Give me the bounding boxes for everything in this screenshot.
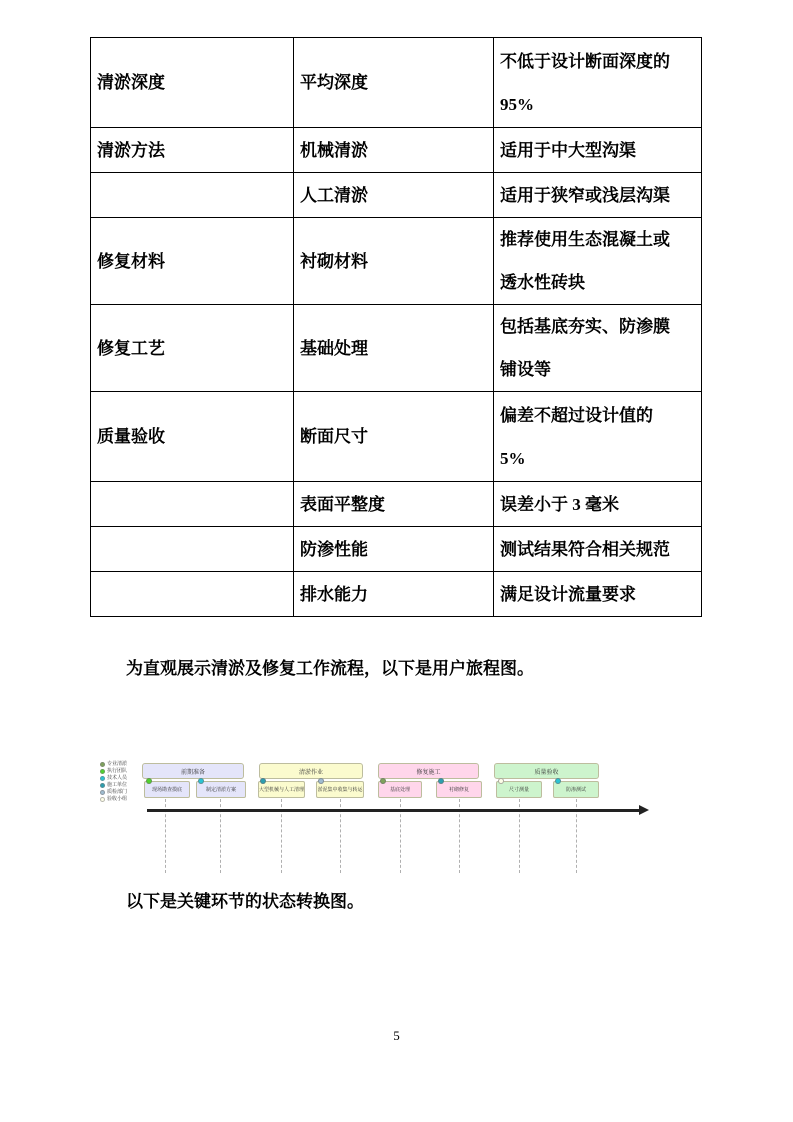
- task-actor-dot-icon: [146, 778, 152, 784]
- cell-category: [91, 482, 294, 527]
- cell-category: 清淤深度: [91, 38, 294, 128]
- table-row: [91, 572, 702, 617]
- timeline-guide: [459, 799, 460, 873]
- actor-dot-icon: [100, 797, 105, 802]
- actor-label: 验收小组: [107, 796, 128, 802]
- journey-section: 质量验收: [494, 763, 599, 779]
- journey-section: 前期准备: [142, 763, 244, 779]
- cell-item: 基础处理: [294, 305, 494, 392]
- timeline-axis: [147, 809, 639, 812]
- cell-requirement: 偏差不超过设计值的 5%: [494, 392, 702, 482]
- actor-dot-icon: [100, 790, 105, 795]
- spec-table: [90, 37, 702, 617]
- timeline-guide: [340, 799, 341, 873]
- journey-task: 淤泥集中收集与转运: [316, 781, 364, 798]
- table-row: [91, 527, 702, 572]
- legend-item: [100, 775, 127, 782]
- cell-requirement: 测试结果符合相关规范: [494, 527, 702, 572]
- actor-label: 专业清淤: [107, 761, 128, 767]
- timeline-guide: [576, 799, 577, 873]
- cell-requirement: 适用于中大型沟渠: [494, 128, 702, 173]
- cell-item: 断面尺寸: [294, 392, 494, 482]
- cell-requirement: 误差小于 3 毫米: [494, 482, 702, 527]
- table-row: [91, 173, 702, 218]
- journey-task: 尺寸测量: [496, 781, 542, 798]
- journey-section: 修复施工: [378, 763, 479, 779]
- journey-task: 防渗测试: [553, 781, 599, 798]
- cell-category: 修复工艺: [91, 305, 294, 392]
- task-actor-dot-icon: [380, 778, 386, 784]
- actor-label: 施工单位: [107, 782, 128, 788]
- task-actor-dot-icon: [438, 778, 444, 784]
- journey-task: 现场勘查摸底: [144, 781, 190, 798]
- actor-label: 执行团队: [107, 768, 128, 774]
- cell-item: 衬砌材料: [294, 218, 494, 305]
- cell-category: 清淤方法: [91, 128, 294, 173]
- actor-dot-icon: [100, 783, 105, 788]
- cell-item: 表面平整度: [294, 482, 494, 527]
- table-row: [91, 218, 702, 305]
- journey-section: 清淤作业: [259, 763, 363, 779]
- legend-item: [100, 782, 127, 789]
- cell-item: 防渗性能: [294, 527, 494, 572]
- journey-task: 大型机械与人工清理: [258, 781, 305, 798]
- page-number: 5: [393, 1028, 400, 1043]
- cell-item: 排水能力: [294, 572, 494, 617]
- timeline-guide: [220, 799, 221, 873]
- timeline-arrowhead-icon: [639, 805, 649, 815]
- task-actor-dot-icon: [260, 778, 266, 784]
- task-actor-dot-icon: [555, 778, 561, 784]
- legend-item: [100, 789, 127, 796]
- journey-intro-paragraph: 为直观展示清淤及修复工作流程，以下是用户旅程图。: [126, 659, 534, 678]
- actor-dot-icon: [100, 762, 105, 767]
- actor-label: 质检部门: [107, 789, 128, 795]
- cell-item: 人工清淤: [294, 173, 494, 218]
- cell-item: 机械清淤: [294, 128, 494, 173]
- actor-label: 技术人员: [107, 775, 128, 781]
- table-row: [91, 392, 702, 482]
- legend-item: [100, 761, 127, 768]
- actor-dot-icon: [100, 769, 105, 774]
- journey-task: 基底处理: [378, 781, 422, 798]
- cell-category: [91, 572, 294, 617]
- cell-requirement: 包括基底夯实、防渗膜铺设等: [494, 305, 702, 392]
- table-row: [91, 38, 702, 128]
- timeline-guide: [281, 799, 282, 873]
- table-row: [91, 482, 702, 527]
- table-row: [91, 305, 702, 392]
- timeline-guide: [165, 799, 166, 873]
- cell-category: 质量验收: [91, 392, 294, 482]
- cell-category: 修复材料: [91, 218, 294, 305]
- task-actor-dot-icon: [498, 778, 504, 784]
- timeline-guide: [519, 799, 520, 873]
- journey-task: 制定清淤方案: [196, 781, 246, 798]
- timeline-guide: [400, 799, 401, 873]
- task-actor-dot-icon: [318, 778, 324, 784]
- cell-requirement: 满足设计流量要求: [494, 572, 702, 617]
- task-actor-dot-icon: [198, 778, 204, 784]
- legend-item: [100, 768, 127, 775]
- cell-requirement: 适用于狭窄或浅层沟渠: [494, 173, 702, 218]
- table-row: [91, 128, 702, 173]
- cell-requirement: 不低于设计断面深度的 95%: [494, 38, 702, 128]
- cell-category: [91, 173, 294, 218]
- legend-item: [100, 796, 127, 803]
- cell-requirement: 推荐使用生态混凝土或透水性砖块: [494, 218, 702, 305]
- cell-item: 平均深度: [294, 38, 494, 128]
- state-diagram-intro-paragraph: 以下是关键环节的状态转换图。: [126, 892, 364, 911]
- journey-task: 衬砌修复: [436, 781, 482, 798]
- cell-category: [91, 527, 294, 572]
- actor-dot-icon: [100, 776, 105, 781]
